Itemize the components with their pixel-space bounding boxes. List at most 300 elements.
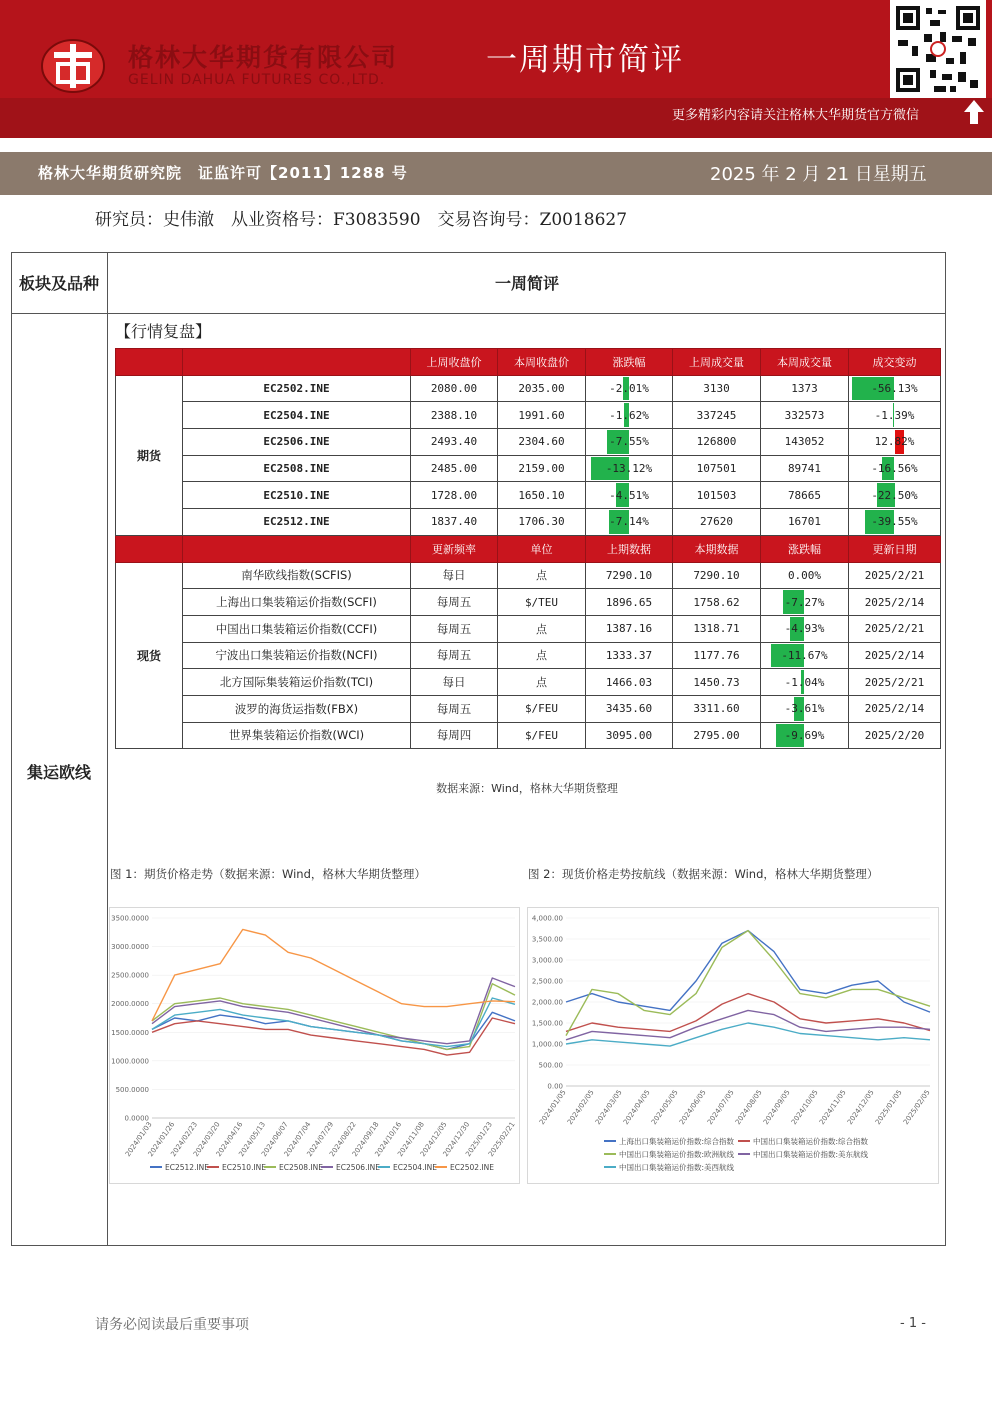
cell-value: 本周成交量 [777, 355, 832, 369]
category-spot [116, 562, 183, 749]
researcher-info: 研究员：史伟澈 从业资格号：F3083590 交易咨询号：Z0018627 [95, 210, 628, 230]
footer-note: 请务必阅读最后重要事项 [95, 1317, 249, 1333]
cell-value: -39.55% [871, 515, 918, 529]
column-header-review: 一周简评 [494, 274, 559, 293]
y-tick-label: 0.0000 [124, 1114, 149, 1123]
column-header [586, 535, 673, 562]
column-header [673, 535, 761, 562]
source-note: 数据来源：Wind，格林大华期货整理 [436, 782, 618, 795]
index-name [183, 669, 411, 696]
cell-value: EC2502.INE [263, 382, 330, 396]
figure2-caption: 图 2：现货价格走势按航线（数据来源：Wind，格林大华期货整理） [528, 867, 879, 881]
column-header [498, 535, 586, 562]
series-line [566, 1010, 930, 1039]
contract-name [183, 455, 411, 482]
column-header [761, 535, 849, 562]
table-header-row [116, 535, 941, 562]
prev-volume [673, 429, 761, 456]
update-date [849, 695, 941, 722]
contract-name [183, 509, 411, 536]
legend-label: 中国出口集装箱运价指数:美西航线 [619, 1163, 735, 1172]
arrow-up-icon [962, 98, 986, 126]
column-header [673, 349, 761, 376]
series-line [152, 1012, 515, 1049]
spot-row [116, 669, 941, 696]
x-tick-label: 2024/11/08 [396, 1120, 426, 1159]
x-tick-label: 2024/05/05 [649, 1088, 680, 1127]
update-frequency [411, 562, 498, 589]
cell-value: 宁波出口集装箱运价指数(NCFI) [215, 648, 378, 663]
cell-value: 78665 [787, 488, 822, 502]
curr-volume [761, 429, 849, 456]
unit [498, 562, 586, 589]
legend-label: EC2506.INE [336, 1163, 381, 1172]
prev-value [586, 589, 673, 616]
prev-close [411, 509, 498, 536]
y-tick-label: 0.00 [547, 1082, 563, 1091]
cell-value: -11.67% [781, 648, 828, 662]
legend-label: 中国出口集装箱运价指数:美东航线 [753, 1150, 869, 1159]
cell-value: 每日 [442, 675, 466, 690]
price-change [586, 509, 673, 536]
x-tick-label: 2024/12/05 [418, 1120, 449, 1159]
spot-row [116, 615, 941, 642]
column-header [411, 349, 498, 376]
x-tick-label: 2024/12/30 [441, 1120, 472, 1159]
legend-label: 上海出口集装箱运价指数:综合指数 [619, 1137, 735, 1146]
unit [498, 722, 586, 749]
report-title: 一周期市简评 [486, 42, 684, 78]
cell-value: -16.56% [871, 462, 918, 476]
cell-value: 12.82% [874, 435, 915, 449]
cell-value: 1706.30 [518, 515, 565, 529]
cell-value: 期货 [136, 448, 161, 463]
cell-value: -1.39% [874, 408, 915, 422]
futures-price-chart-svg [110, 908, 519, 1183]
cell-value: 上期数据 [607, 542, 651, 556]
futures-row [116, 455, 941, 482]
x-tick-label: 2025/01/05 [873, 1088, 904, 1127]
company-logo-icon [40, 38, 106, 94]
update-frequency [411, 669, 498, 696]
cell-value: 2493.40 [430, 435, 478, 449]
y-tick-label: 2,500.00 [531, 977, 563, 986]
update-date [849, 562, 941, 589]
cell-value: 本周收盘价 [514, 355, 569, 369]
column-header [586, 349, 673, 376]
x-tick-label: 2024/01/05 [537, 1088, 568, 1127]
cell-value: 每周五 [436, 595, 472, 610]
cell-value: 涨跌幅 [788, 542, 821, 556]
prev-volume [673, 375, 761, 402]
company-name-cn: 格林大华期货有限公司 [128, 43, 399, 72]
y-tick-label: 4,000.00 [531, 914, 563, 923]
cell-value: -1.62% [609, 408, 649, 422]
prev-close [411, 482, 498, 509]
cell-value: -2.01% [609, 382, 649, 396]
cell-value: 每周五 [436, 621, 472, 636]
spot-row [116, 642, 941, 669]
index-change [761, 642, 849, 669]
x-tick-label: 2024/10/05 [789, 1088, 820, 1127]
index-name [183, 722, 411, 749]
update-frequency [411, 695, 498, 722]
cell-value: 2025/2/14 [864, 648, 925, 662]
update-date [849, 722, 941, 749]
unit [498, 642, 586, 669]
y-tick-label: 2000.0000 [111, 1000, 149, 1009]
update-frequency [411, 642, 498, 669]
volume-change [849, 402, 941, 429]
x-tick-label: 2024/12/05 [845, 1088, 876, 1127]
index-change [761, 722, 849, 749]
cell-value: 点 [536, 676, 547, 690]
market-data-table [115, 348, 941, 749]
cell-value: 107501 [696, 462, 737, 476]
y-tick-label: 3500.0000 [111, 914, 149, 923]
column-header [849, 535, 941, 562]
futures-price-chart [109, 907, 520, 1184]
cell-value: 126800 [696, 435, 737, 449]
update-date [849, 589, 941, 616]
volume-change [849, 482, 941, 509]
header-blank [116, 535, 183, 562]
update-date [849, 642, 941, 669]
price-change [586, 455, 673, 482]
cell-value: 2485.00 [430, 462, 478, 476]
cell-value: 1177.76 [693, 648, 740, 662]
update-frequency [411, 722, 498, 749]
cell-value: 波罗的海货运指数(FBX) [234, 701, 359, 716]
curr-value [673, 722, 761, 749]
x-tick-label: 2025/02/21 [486, 1120, 517, 1159]
cell-value: 7290.10 [605, 568, 653, 582]
series-line [152, 984, 515, 1050]
contract-name [183, 429, 411, 456]
cell-value: 每日 [442, 568, 466, 583]
prev-volume [673, 509, 761, 536]
cell-value: 更新频率 [432, 542, 476, 556]
cell-value: 1387.16 [605, 622, 653, 636]
y-tick-label: 1000.0000 [111, 1057, 149, 1066]
x-tick-label: 2024/03/05 [593, 1088, 624, 1127]
spot-price-chart-svg [528, 908, 938, 1183]
frame-divider [11, 313, 946, 314]
x-tick-label: 2024/09/05 [761, 1088, 792, 1127]
company-name-en: GELIN DAHUA FUTURES CO.,LTD. [128, 72, 386, 88]
cell-value: 2795.00 [693, 728, 740, 742]
cell-value: 点 [536, 569, 547, 583]
spot-row [116, 562, 941, 589]
series-line [566, 1023, 930, 1046]
y-tick-label: 1,000.00 [531, 1040, 563, 1049]
prev-value [586, 669, 673, 696]
follow-wechat-text: 更多精彩内容请关注格林大华期货官方微信 [672, 108, 920, 123]
cell-value: 每周五 [436, 701, 472, 716]
column-header [849, 349, 941, 376]
cell-value: 143052 [784, 435, 825, 449]
spot-row [116, 695, 941, 722]
index-name [183, 642, 411, 669]
series-line [566, 931, 930, 1013]
futures-row [116, 509, 941, 536]
price-change [586, 402, 673, 429]
price-change [586, 375, 673, 402]
cell-value: 3095.00 [605, 728, 653, 742]
cell-value: 332573 [784, 408, 825, 422]
cell-value: 101503 [696, 488, 737, 502]
cell-value: $/FEU [524, 728, 559, 742]
x-tick-label: 2024/08/22 [328, 1120, 358, 1159]
unit [498, 669, 586, 696]
contract-name [183, 375, 411, 402]
curr-value [673, 642, 761, 669]
cell-value: 本期数据 [694, 542, 739, 556]
cell-value: EC2506.INE [263, 435, 330, 449]
y-tick-label: 500.0000 [115, 1085, 149, 1094]
contract-name [183, 402, 411, 429]
cell-value: 16701 [787, 515, 822, 529]
y-tick-label: 500.00 [538, 1061, 563, 1070]
header-blank [116, 349, 183, 376]
cell-value: 2025/2/14 [864, 702, 925, 716]
cell-value: 南华欧线指数(SCFIS) [241, 568, 352, 583]
cell-value: 3435.60 [605, 702, 653, 716]
index-change [761, 695, 849, 722]
spot-row [116, 722, 941, 749]
cell-value: 2304.60 [518, 435, 565, 449]
prev-close [411, 455, 498, 482]
unit [498, 695, 586, 722]
index-change [761, 669, 849, 696]
sector-label: 集运欧线 [26, 763, 91, 782]
volume-change [849, 509, 941, 536]
volume-change [849, 455, 941, 482]
header-blank [183, 535, 411, 562]
y-tick-label: 3,500.00 [531, 935, 563, 944]
cell-value: 中国出口集装箱运价指数(CCFI) [215, 621, 378, 636]
prev-value [586, 562, 673, 589]
prev-value [586, 722, 673, 749]
cell-value: 2159.00 [518, 462, 565, 476]
cell-value: 每周五 [436, 648, 472, 663]
y-tick-label: 2,000.00 [531, 998, 563, 1007]
cell-value: 更新日期 [872, 542, 917, 556]
index-change [761, 589, 849, 616]
update-date [849, 669, 941, 696]
update-date [849, 615, 941, 642]
curr-volume [761, 375, 849, 402]
qr-code-icon [890, 0, 986, 98]
x-tick-label: 2024/07/29 [305, 1120, 336, 1159]
cell-value: 1650.10 [518, 488, 565, 502]
cell-value: 2080.00 [430, 382, 478, 396]
curr-volume [761, 455, 849, 482]
legend-label: 中国出口集装箱运价指数:综合指数 [753, 1137, 869, 1146]
cell-value: -4.93% [784, 622, 825, 636]
cell-value: 1837.40 [430, 515, 478, 529]
legend-label: 中国出口集装箱运价指数:欧洲航线 [619, 1150, 735, 1159]
legend-label: EC2508.INE [279, 1163, 324, 1172]
x-tick-label: 2024/04/16 [214, 1120, 245, 1159]
curr-volume [761, 509, 849, 536]
page-number: - 1 - [900, 1316, 926, 1331]
curr-value [673, 669, 761, 696]
prev-value [586, 695, 673, 722]
y-tick-label: 1500.0000 [111, 1028, 149, 1037]
cell-value: -56.13% [871, 382, 918, 396]
cell-value: -7.27% [784, 595, 825, 609]
figure1-caption: 图 1：期货价格走势（数据来源：Wind，格林大华期货整理） [110, 867, 426, 881]
y-tick-label: 1,500.00 [531, 1019, 563, 1028]
x-tick-label: 2025/01/23 [464, 1120, 494, 1159]
cell-value: 1758.62 [693, 595, 740, 609]
cell-value: 上周成交量 [689, 355, 744, 369]
curr-close [498, 375, 586, 402]
cell-value: 1991.60 [518, 408, 565, 422]
x-tick-label: 2024/08/05 [733, 1088, 764, 1127]
cell-value: 2025/2/21 [864, 622, 925, 636]
cell-value: 世界集装箱运价指数(WCI) [228, 728, 365, 743]
curr-close [498, 455, 586, 482]
cell-value: 1333.37 [605, 648, 653, 662]
index-name [183, 589, 411, 616]
x-tick-label: 2024/04/05 [621, 1088, 652, 1127]
x-tick-label: 2024/09/18 [350, 1120, 381, 1159]
index-name [183, 615, 411, 642]
prev-value [586, 615, 673, 642]
institute-license: 格林大华期货研究院 证监许可【2011】1288 号 [38, 164, 408, 182]
unit [498, 589, 586, 616]
cell-value: $/FEU [524, 702, 559, 716]
x-tick-label: 2024/03/20 [191, 1120, 222, 1159]
prev-volume [673, 482, 761, 509]
review-heading: 【行情复盘】 [115, 322, 212, 341]
cell-value: -22.50% [871, 488, 918, 502]
header-blank [183, 349, 411, 376]
curr-value [673, 695, 761, 722]
cell-value: 1450.73 [693, 675, 740, 689]
cell-value: -7.55% [609, 435, 649, 449]
cell-value: -3.61% [784, 702, 825, 716]
cell-value: EC2510.INE [263, 488, 330, 502]
cell-value: -4.51% [609, 488, 649, 502]
spot-price-chart [527, 907, 939, 1184]
futures-row [116, 482, 941, 509]
cell-value: EC2504.INE [263, 408, 330, 422]
cell-value: -7.14% [609, 515, 649, 529]
prev-close [411, 429, 498, 456]
x-tick-label: 2025/02/05 [901, 1088, 932, 1127]
index-change [761, 562, 849, 589]
spot-row [116, 589, 941, 616]
unit [498, 615, 586, 642]
cell-value: 现货 [136, 648, 161, 663]
legend-label: EC2512.INE [165, 1163, 210, 1172]
column-header-sector: 板块及品种 [18, 274, 99, 293]
cell-value: 每周四 [436, 728, 472, 743]
column-header [498, 349, 586, 376]
cell-value: 2388.10 [430, 408, 478, 422]
x-tick-label: 2024/02/23 [169, 1120, 200, 1159]
cell-value: -13.12% [605, 462, 653, 476]
curr-close [498, 402, 586, 429]
category-futures [116, 375, 183, 535]
update-frequency [411, 589, 498, 616]
column-header [411, 535, 498, 562]
prev-value [586, 642, 673, 669]
index-name [183, 695, 411, 722]
prev-close [411, 402, 498, 429]
cell-value: 1728.00 [430, 488, 478, 502]
x-tick-label: 2024/07/05 [705, 1088, 736, 1127]
cell-value: EC2512.INE [263, 515, 330, 529]
y-tick-label: 3000.0000 [111, 943, 149, 952]
contract-name [183, 482, 411, 509]
futures-row [116, 375, 941, 402]
futures-row [116, 429, 941, 456]
cell-value: 上海出口集装箱运价指数(SCFI) [216, 595, 377, 610]
legend-label: EC2510.INE [222, 1163, 267, 1172]
curr-volume [761, 402, 849, 429]
x-tick-label: 2024/11/05 [817, 1088, 848, 1127]
legend-label: EC2504.INE [393, 1163, 438, 1172]
cell-value: 7290.10 [693, 568, 740, 582]
table-header-row [116, 349, 941, 376]
cell-value: 1896.65 [605, 595, 653, 609]
volume-change [849, 429, 941, 456]
cell-value: 0.00% [787, 568, 822, 582]
curr-close [498, 509, 586, 536]
cell-value: 2025/2/21 [864, 568, 925, 582]
cell-value: 1318.71 [693, 622, 740, 636]
curr-value [673, 615, 761, 642]
cell-value: 单位 [530, 542, 553, 556]
cell-value: 3130 [703, 382, 730, 396]
cell-value: $/TEU [524, 595, 559, 609]
x-tick-label: 2024/07/04 [282, 1120, 313, 1159]
curr-volume [761, 482, 849, 509]
x-tick-label: 2024/10/16 [373, 1120, 404, 1159]
prev-volume [673, 455, 761, 482]
frame-column-divider [107, 252, 108, 1246]
x-tick-label: 2024/01/03 [123, 1120, 154, 1159]
cell-value: 2025/2/14 [864, 595, 925, 609]
cell-value: -1.04% [784, 675, 825, 689]
cell-value: 337245 [696, 408, 737, 422]
price-change [586, 429, 673, 456]
series-line [566, 994, 930, 1032]
prev-close [411, 375, 498, 402]
report-date: 2025 年 2 月 21 日星期五 [710, 164, 927, 185]
curr-close [498, 429, 586, 456]
update-frequency [411, 615, 498, 642]
series-line [566, 931, 930, 1036]
y-tick-label: 3,000.00 [531, 956, 563, 965]
cell-value: 点 [536, 622, 547, 636]
curr-value [673, 562, 761, 589]
x-tick-label: 2024/01/26 [146, 1120, 177, 1159]
cell-value: 上周收盘价 [426, 355, 482, 369]
price-change [586, 482, 673, 509]
cell-value: 27620 [699, 515, 734, 529]
x-tick-label: 2024/05/13 [237, 1120, 268, 1159]
curr-close [498, 482, 586, 509]
cell-value: 89741 [787, 462, 822, 476]
cell-value: 涨跌幅 [612, 355, 646, 369]
x-tick-label: 2024/06/07 [260, 1120, 290, 1159]
cell-value: 2025/2/20 [864, 728, 925, 742]
